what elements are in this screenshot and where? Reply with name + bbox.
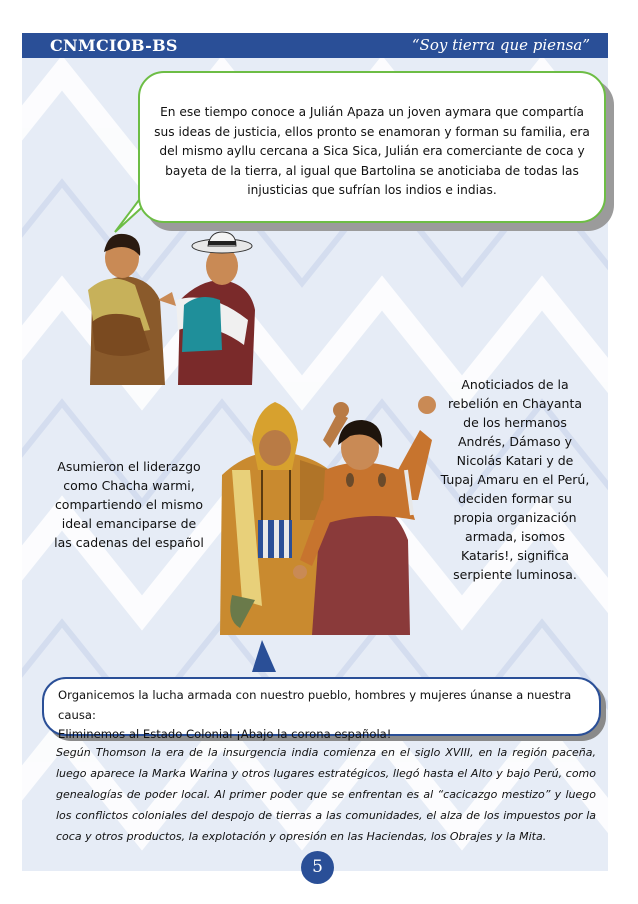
speech-bubble-bottom-text — [58, 686, 593, 745]
woman-figure-left-illustration — [88, 234, 176, 385]
left-caption: Asumieron el liderazgo como Chacha warmi, compartiendo el mismo ideal emanciparse de las cadenas del español — [54, 459, 204, 550]
page-number: 5 — [301, 851, 334, 884]
speech-bubble-bottom — [42, 677, 601, 741]
man-figure-hat-illustration — [176, 232, 255, 385]
publication-title: “Soy tierra que piensa” — [411, 36, 590, 54]
body-paragraph: Según Thomson la era de la insurgencia india comienza en el siglo XVIII, en la región paceña, luego aparece la Marka Warina y otros lugares estratégicos, llegó hasta el Alto y bajo Perú, como genealogías de poder local. Al primer poder que se enfrentan es al “cacicazgo mestizo” y luego los conflictos coloniales del despojo de tierras a las comunidades, el alza de los impuestos por la coca y otros productos, la explotación y opresión en las Haciendas, los Obrajes y la Mita. — [56, 746, 596, 843]
bottom-bubble-line2: Eliminemos al Estado Colonial ¡Abajo la corona española! — [58, 727, 392, 741]
speech-bubble-top — [138, 71, 606, 223]
bottom-bubble-line1: Organicemos la lucha armada con nuestro pueblo, hombres y mujeres únanse a nuestra causa: — [58, 688, 572, 722]
speech-bubble-top-text: En ese tiempo conoce a Julián Apaza un joven aymara que compartía sus ideas de justicia, ellos pronto se enamoran y forman su familia, era del mismo ayllu cercana a Sica Sica, Julián era comerciante de coca y bayeta de la tierra, al igual que Bartolina se anoticiaba de todas las injusticias que sufrían los indios e indias. — [154, 105, 590, 197]
right-caption: Anoticiados de la rebelión en Chayanta de los hermanos Andrés, Dámaso y Nicolás Katari y de Tupaj Amaru en el Perú, deciden formar su propia organización armada, isomos Kataris!, significa serpiente luminosa. — [440, 377, 590, 582]
publisher-name: CNMCIOB-BS — [50, 36, 178, 55]
